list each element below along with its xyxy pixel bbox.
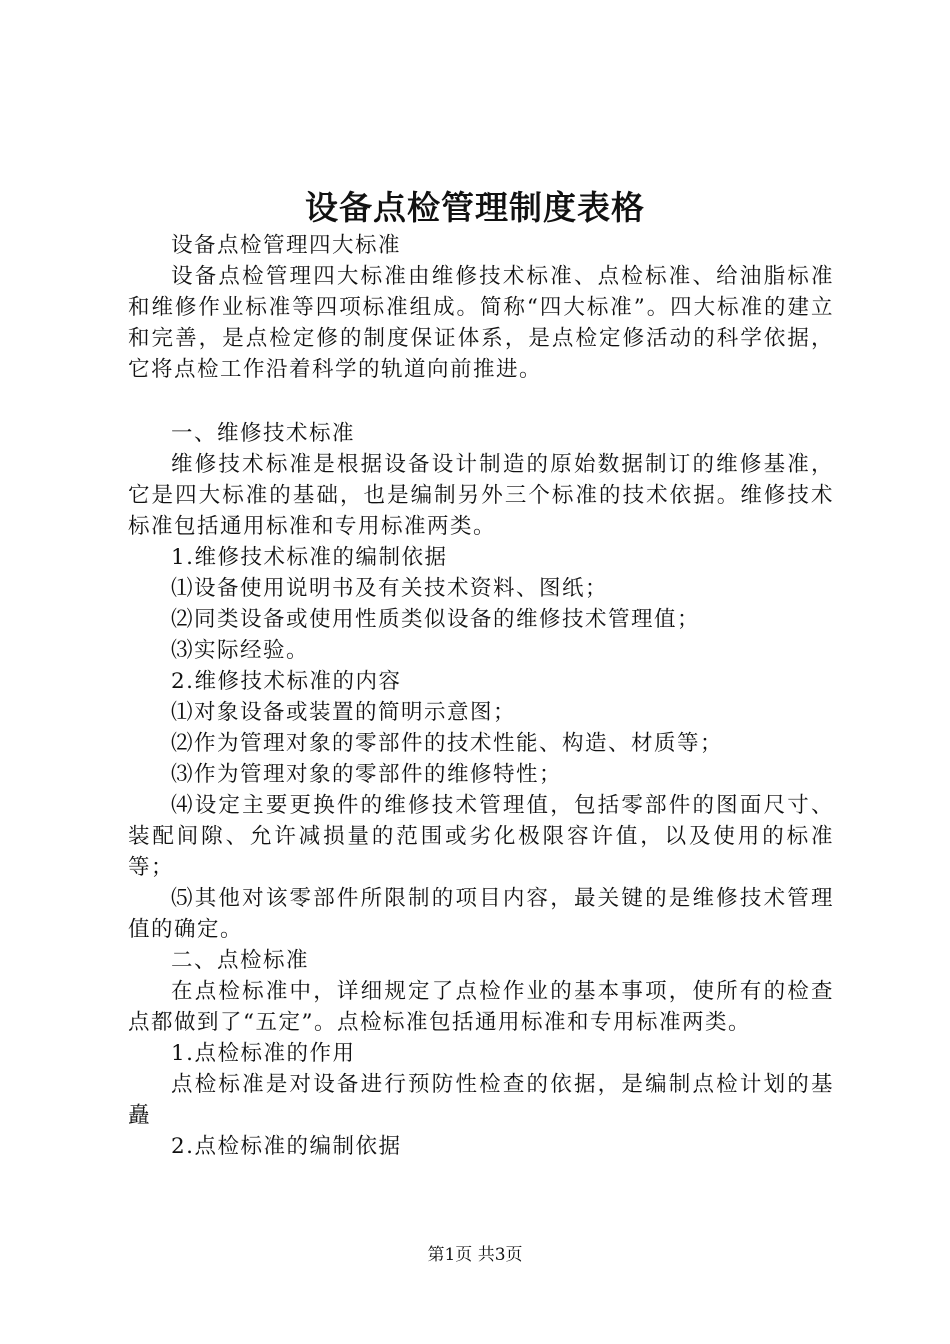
list-item: ⑴设备使用说明书及有关技术资料、图纸； xyxy=(171,576,609,601)
paragraph-intro: 设备点检管理四大标准由维修技术标准、点检标准、给油脂标准和维修作业标准等四项标准组成。简称“四大标准”。四大标准的建立和完善，是点检定修的制度保证体系，是点检定修活动的科学依据，它将点检工作沿着科学的轨道向前推进。 xyxy=(128,264,834,382)
list-item: ⑴对象设备或装置的简明示意图； xyxy=(171,700,517,725)
document-body xyxy=(128,230,834,1162)
list-item: ⑸其他对该零部件所限制的项目内容，最关键的是维修技术管理值的确定。 xyxy=(128,886,834,942)
list-item: ⑵同类设备或使用性质类似设备的维修技术管理值； xyxy=(171,607,701,632)
subheading: 2.维修技术标准的内容 xyxy=(171,669,402,694)
subheading: 1.维修技术标准的编制依据 xyxy=(171,545,448,570)
document-title: 设备点检管理制度表格 xyxy=(305,188,645,227)
list-item: ⑶作为管理对象的零部件的维修特性； xyxy=(171,762,563,787)
section-heading-1: 一、维修技术标准 xyxy=(171,421,356,446)
paragraph: 点检标准是对设备进行预防性检查的依据，是编制点检计划的基矗 xyxy=(128,1072,834,1128)
list-item: ⑵作为管理对象的零部件的技术性能、构造、材质等； xyxy=(171,731,724,756)
list-item: ⑶实际经验。 xyxy=(171,638,310,663)
spacer xyxy=(128,385,834,418)
list-item: ⑷设定主要更换件的维修技术管理值，包括零部件的图面尺寸、装配间隙、允许减损量的范围或劣化极限容许值，以及使用的标准等； xyxy=(128,793,834,880)
paragraph: 维修技术标准是根据设备设计制造的原始数据制订的维修基准，它是四大标准的基础，也是编制另外三个标准的技术依据。维修技术标准包括通用标准和专用标准两类。 xyxy=(128,452,834,539)
paragraph: 在点检标准中，详细规定了点检作业的基本事项，使所有的检查点都做到了“五定”。点检标准包括通用标准和专用标准两类。 xyxy=(128,979,834,1035)
section-heading-2: 二、点检标准 xyxy=(171,948,310,973)
page-footer: 第1页 共3页 xyxy=(427,1245,523,1265)
subheading: 设备点检管理四大标准 xyxy=(171,233,402,258)
subheading: 1.点检标准的作用 xyxy=(171,1041,356,1066)
subheading: 2.点检标准的编制依据 xyxy=(171,1134,402,1159)
